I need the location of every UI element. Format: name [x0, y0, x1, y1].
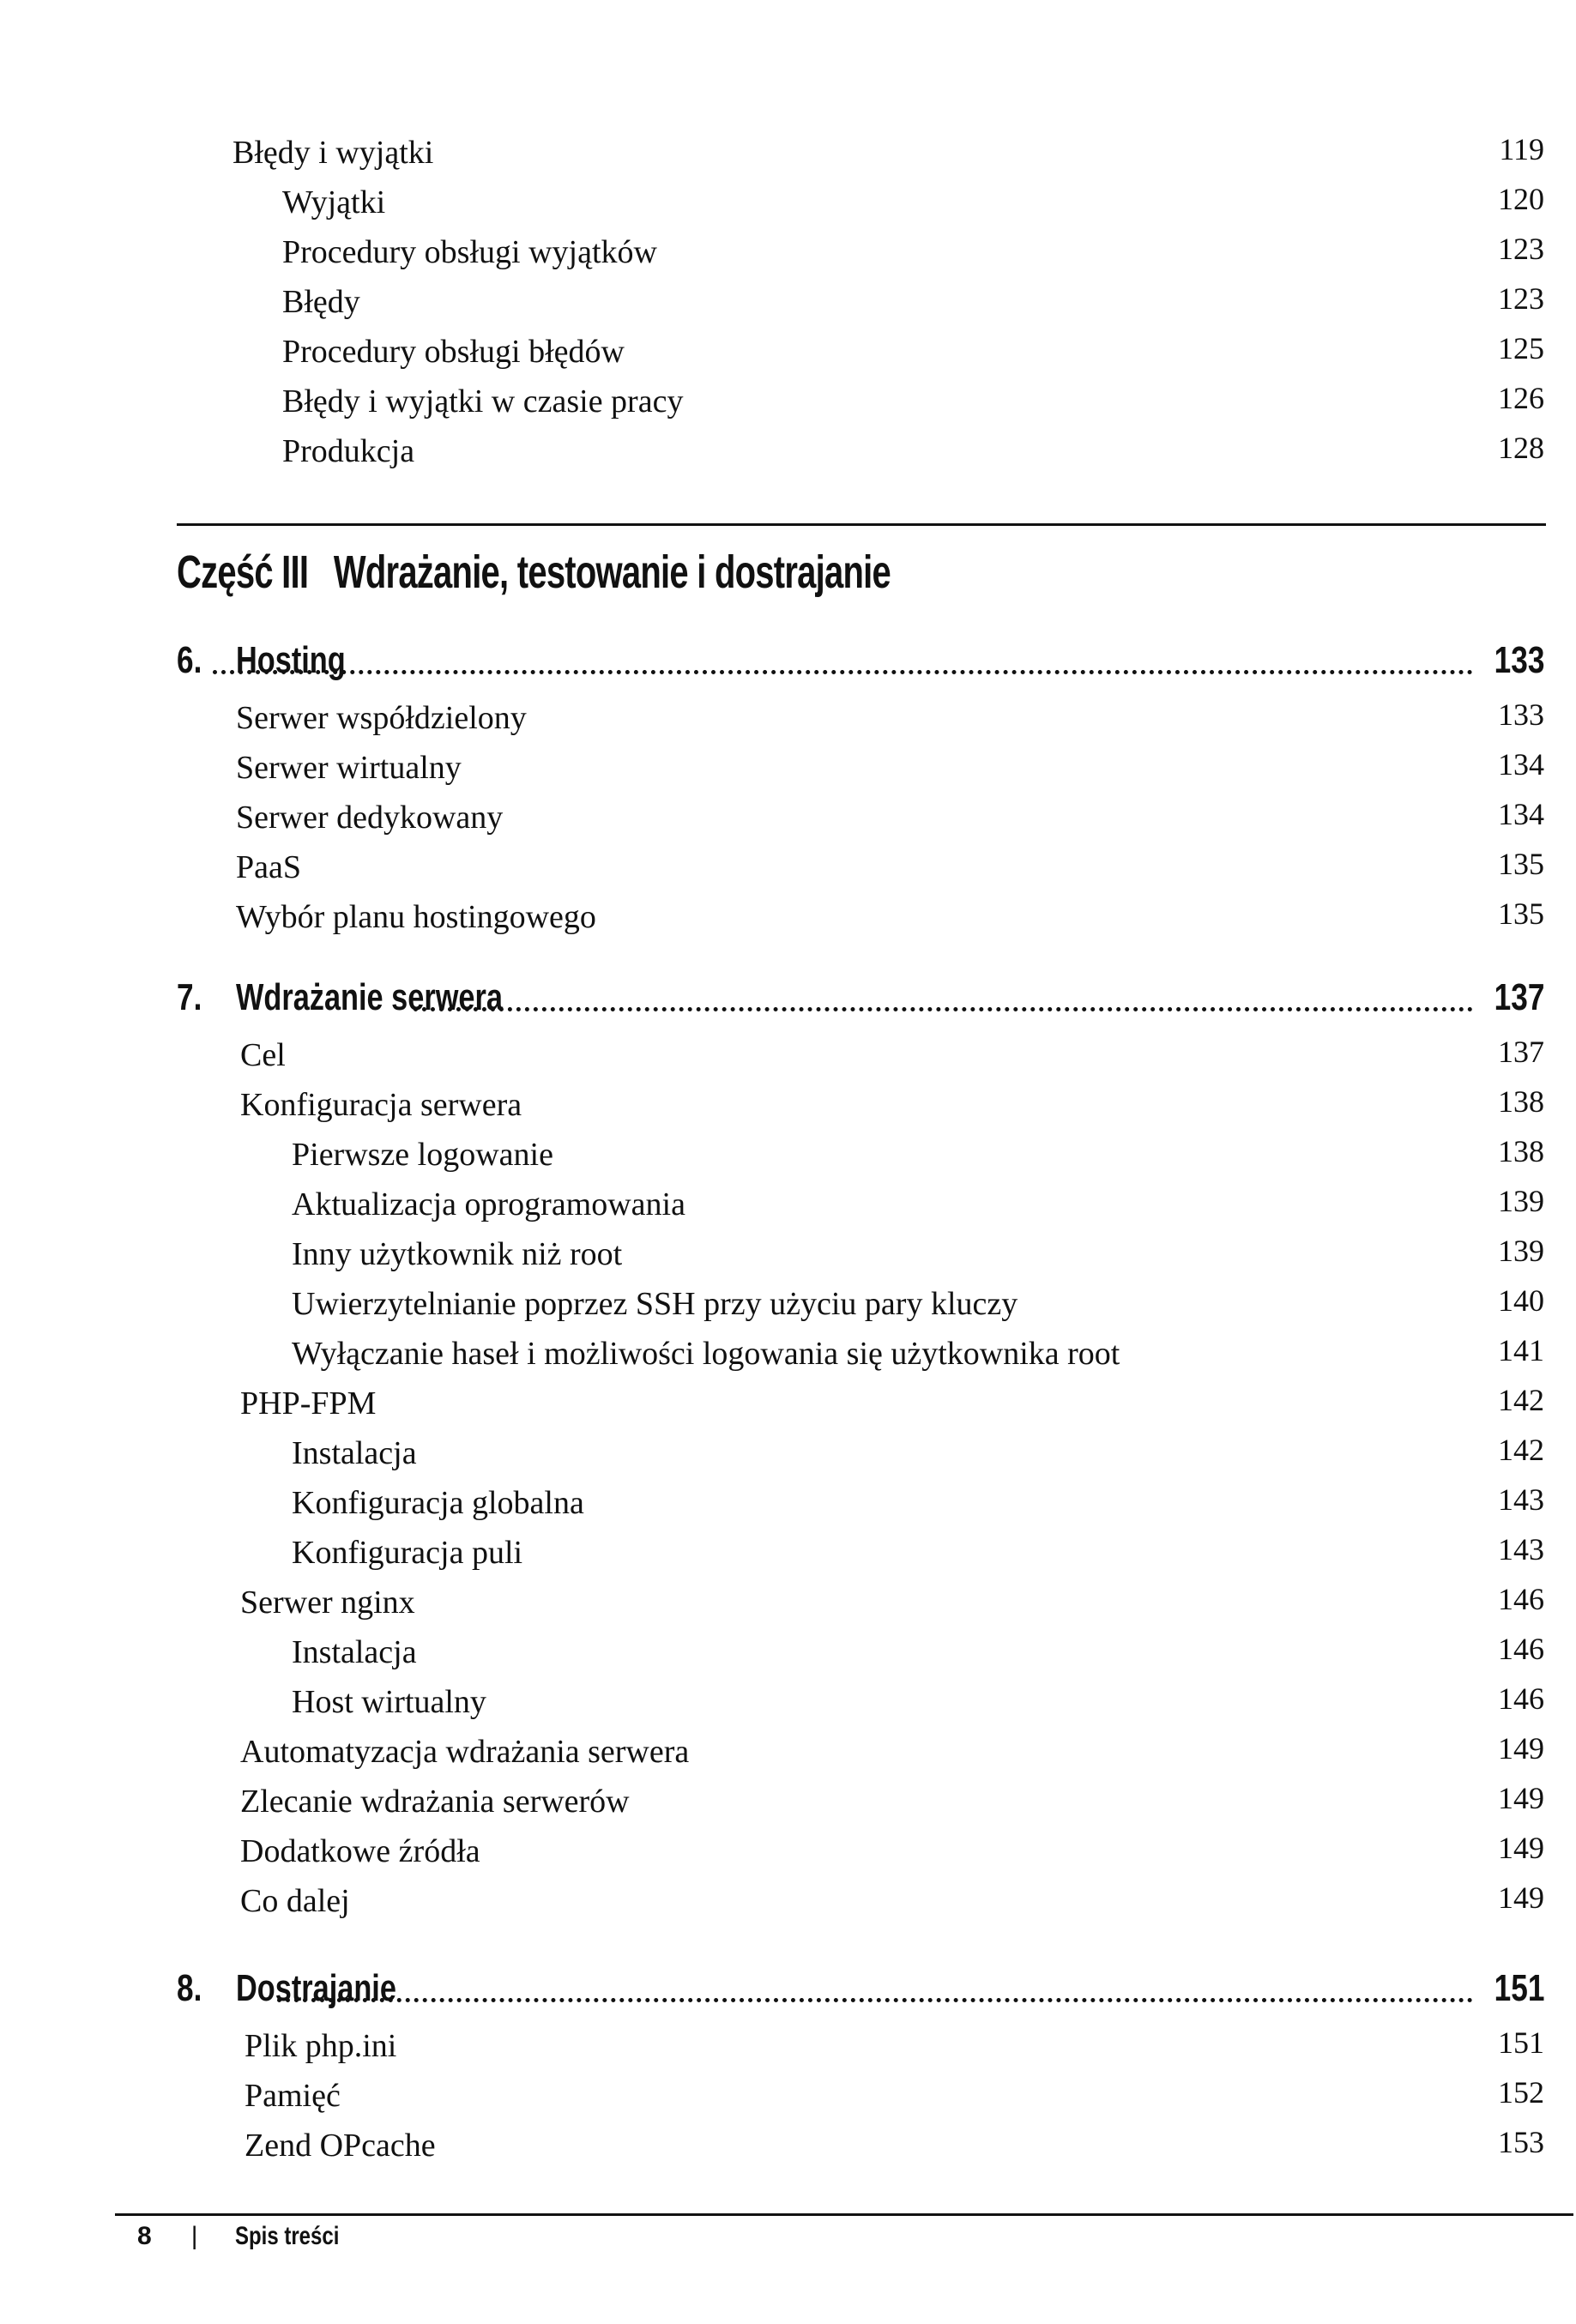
toc-entry-label: Plik php.ini [245, 2028, 397, 2064]
toc-entry-page: 149 [1498, 1880, 1544, 1915]
toc-entry[interactable] [0, 1378, 1576, 1428]
chapter-page: 133 [1494, 639, 1544, 681]
toc-entry-page: 135 [1498, 847, 1544, 881]
chapter-number: 6. [177, 639, 202, 681]
part-title: Wdrażanie, testowanie i dostrajanie [333, 546, 891, 598]
toc-entry-page: 151 [1498, 2025, 1544, 2060]
toc-entry-label: Automatyzacja wdrażania serwera [240, 1734, 690, 1770]
toc-entry-page: 142 [1498, 1383, 1544, 1417]
toc-entry[interactable] [0, 1676, 1576, 1726]
toc-entry-page: 137 [1498, 1035, 1544, 1069]
dot-leader [414, 1007, 1472, 1011]
toc-entry-page: 149 [1498, 1731, 1544, 1766]
toc-entry[interactable] [0, 1029, 1576, 1079]
chapter-entries [0, 2020, 1576, 2170]
chapter-heading[interactable] [177, 631, 1544, 682]
toc-entry[interactable] [0, 2120, 1576, 2170]
toc-entry[interactable] [0, 127, 1576, 177]
toc-entry-label: Konfiguracja serwera [240, 1087, 522, 1123]
toc-entry[interactable] [0, 792, 1576, 842]
toc-entry-label: Wyłączanie haseł i możliwości logowania się użytkownika root [292, 1336, 1120, 1372]
footer-rule [115, 2213, 1573, 2216]
toc-entry[interactable] [0, 1726, 1576, 1776]
toc-entry[interactable] [0, 842, 1576, 891]
toc-entry-page: 149 [1498, 1781, 1544, 1815]
toc-entry-page: 135 [1498, 896, 1544, 931]
toc-entry-page: 153 [1498, 2125, 1544, 2159]
toc-entry-label: Procedury obsługi wyjątków [282, 234, 657, 270]
toc-entry-page: 146 [1498, 1632, 1544, 1666]
part-heading [177, 546, 891, 599]
toc-entry-page: 120 [1498, 182, 1544, 216]
toc-entry-page: 123 [1498, 281, 1544, 316]
toc-entry-label: Konfiguracja globalna [292, 1485, 584, 1521]
toc-entry-label: Błędy [282, 284, 360, 320]
toc-entry-page: 149 [1498, 1831, 1544, 1865]
toc-entry-page: 139 [1498, 1184, 1544, 1218]
toc-entry[interactable] [0, 1577, 1576, 1627]
toc-entry[interactable] [0, 2020, 1576, 2070]
toc-entry-label: Co dalej [240, 1883, 350, 1919]
toc-entry-page: 133 [1498, 697, 1544, 732]
toc-entry[interactable] [0, 1428, 1576, 1477]
toc-entry[interactable] [0, 692, 1576, 742]
toc-entry[interactable] [0, 376, 1576, 426]
toc-entry-label: Host wirtualny [292, 1684, 486, 1720]
toc-entry-page: 152 [1498, 2075, 1544, 2110]
toc-entry-page: 143 [1498, 1482, 1544, 1517]
toc-entry[interactable] [0, 2070, 1576, 2120]
chapter-page: 137 [1494, 976, 1544, 1018]
chapter-title: Hosting [236, 639, 346, 681]
toc-entry[interactable] [0, 1129, 1576, 1179]
toc-entry[interactable] [0, 426, 1576, 475]
toc-entry-page: 146 [1498, 1681, 1544, 1716]
toc-entry-label: Zend OPcache [245, 2128, 436, 2164]
toc-entry[interactable] [0, 1278, 1576, 1328]
toc-entry[interactable] [0, 742, 1576, 792]
toc-entry-page: 123 [1498, 232, 1544, 266]
page-footer [137, 2222, 365, 2251]
toc-entry-page: 134 [1498, 747, 1544, 782]
toc-entry[interactable] [0, 891, 1576, 941]
toc-entry-page: 140 [1498, 1283, 1544, 1318]
toc-entry-label: Instalacja [292, 1435, 417, 1471]
chapter-page: 151 [1494, 1967, 1544, 2009]
toc-entry-page: 119 [1499, 132, 1544, 166]
toc-entry-page: 138 [1498, 1134, 1544, 1168]
toc-entry-label: Zlecanie wdrażania serwerów [240, 1784, 630, 1820]
dot-leader [213, 670, 1473, 674]
toc-entry-label: Serwer współdzielony [236, 700, 527, 736]
toc-entry-label: Serwer wirtualny [236, 750, 462, 786]
toc-entry-label: Serwer nginx [240, 1585, 415, 1621]
toc-entry-label: Błędy i wyjątki w czasie pracy [282, 383, 684, 420]
footer-page-number: 8 [137, 2222, 152, 2250]
chapter-heading[interactable] [177, 1959, 1544, 2010]
toc-entry[interactable] [0, 177, 1576, 226]
toc-entry-label: Uwierzytelnianie poprzez SSH przy użyciu pary kluczy [292, 1286, 1018, 1322]
toc-entry[interactable] [0, 1875, 1576, 1925]
toc-entry[interactable] [0, 276, 1576, 326]
footer-title: Spis treści [235, 2222, 340, 2250]
toc-entry[interactable] [0, 1179, 1576, 1228]
toc-entry[interactable] [0, 1527, 1576, 1577]
toc-entry[interactable] [0, 1079, 1576, 1129]
toc-entry-page: 139 [1498, 1234, 1544, 1268]
toc-entry-label: Wybór planu hostingowego [236, 899, 596, 935]
toc-entry[interactable] [0, 1826, 1576, 1875]
chapter-title: Dostrajanie [236, 1967, 396, 2009]
toc-entry[interactable] [0, 226, 1576, 276]
toc-entry[interactable] [0, 1328, 1576, 1378]
toc-entry-label: Dodatkowe źródła [240, 1833, 480, 1869]
part-number: Część III [177, 546, 309, 598]
toc-entry[interactable] [0, 1228, 1576, 1278]
toc-entry-label: PHP-FPM [240, 1385, 377, 1422]
toc-entry[interactable] [0, 1477, 1576, 1527]
toc-entry-label: Aktualizacja oprogramowania [292, 1186, 685, 1222]
toc-entry-page: 138 [1498, 1084, 1544, 1119]
toc-entry-page: 146 [1498, 1582, 1544, 1616]
toc-entry[interactable] [0, 326, 1576, 376]
toc-entry-label: PaaS [236, 849, 301, 885]
toc-entry-page: 141 [1498, 1333, 1544, 1367]
toc-entry[interactable] [0, 1627, 1576, 1676]
toc-entry-label: Procedury obsługi błędów [282, 334, 625, 370]
toc-entry-page: 142 [1498, 1433, 1544, 1467]
part-divider [177, 523, 1546, 526]
toc-entry-page: 143 [1498, 1532, 1544, 1566]
chapter-heading[interactable] [177, 968, 1544, 1019]
toc-section-errors [0, 127, 1576, 475]
toc-entry-label: Konfiguracja puli [292, 1535, 523, 1571]
chapter-number: 7. [177, 976, 202, 1018]
toc-entry-label: Inny użytkownik niż root [292, 1236, 623, 1272]
chapter-entries [0, 1029, 1576, 1925]
toc-entry-label: Instalacja [292, 1634, 417, 1670]
chapter-title: Wdrażanie serwera [236, 976, 503, 1018]
toc-entry-label: Produkcja [282, 433, 415, 469]
toc-entry-page: 125 [1498, 331, 1544, 365]
toc-entry-page: 126 [1498, 381, 1544, 415]
toc-entry-page: 128 [1498, 431, 1544, 465]
toc-entry-page: 134 [1498, 797, 1544, 831]
toc-entry[interactable] [0, 1776, 1576, 1826]
toc-entry-label: Pierwsze logowanie [292, 1137, 553, 1173]
toc-entry-label: Cel [240, 1037, 286, 1073]
footer-separator: | [190, 2222, 198, 2250]
toc-entry-label: Błędy i wyjątki [232, 135, 434, 171]
chapter-number: 8. [177, 1967, 202, 2009]
toc-entry-label: Wyjątki [282, 184, 386, 220]
dot-leader [277, 1998, 1472, 2002]
toc-entry-label: Serwer dedykowany [236, 800, 504, 836]
toc-entry-label: Pamięć [245, 2078, 341, 2114]
chapter-entries [0, 692, 1576, 941]
